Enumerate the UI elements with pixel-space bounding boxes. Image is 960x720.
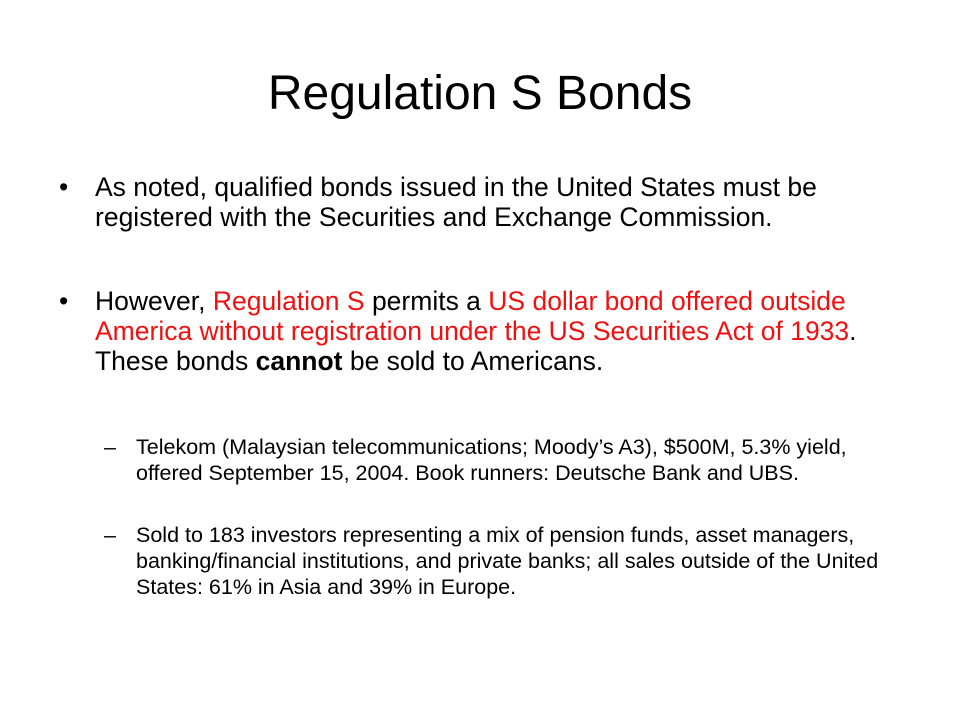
dash-marker: –: [104, 435, 116, 459]
bullet-marker: •: [59, 172, 69, 202]
sub-bullet-2-text: Sold to 183 investors representing a mix of pension funds, asset managers, banking/financial institutions, and private banks; all sales outside of the United States: 61% in Asia and 39% in Europe.: [136, 523, 879, 599]
cannot-emphasis: cannot: [255, 346, 343, 376]
sub-bullet-1: [104, 434, 906, 486]
bond-definition-highlight: US dollar bond offered outside America without registration under the US Securities Act of 1933: [95, 286, 850, 346]
slide-title: Regulation S Bonds: [267, 67, 693, 120]
bullet-2-text-d: be sold to Americans.: [342, 346, 604, 376]
bullet-2-text-a: However,: [95, 286, 213, 316]
bullet-1: [59, 172, 915, 232]
bullet-2-text-b: permits a: [364, 286, 489, 316]
sub-bullet-1-text: Telekom (Malaysian telecommunications; Moody’s A3), $500M, 5.3% yield, offered September 15, 2004. Book runners: Deutsche Bank and UBS.: [136, 435, 847, 485]
sub-bullet-2: [104, 522, 906, 600]
dash-marker: –: [104, 523, 116, 547]
bullet-marker: •: [59, 286, 69, 316]
bullet-2-text-c: . These bonds: [95, 316, 857, 376]
regulation-s-highlight: Regulation S: [212, 286, 365, 316]
bullet-2: [59, 286, 915, 376]
bullet-1-text: As noted, qualified bonds issued in the United States must be registered with the Securities and Exchange Commission.: [95, 172, 817, 232]
